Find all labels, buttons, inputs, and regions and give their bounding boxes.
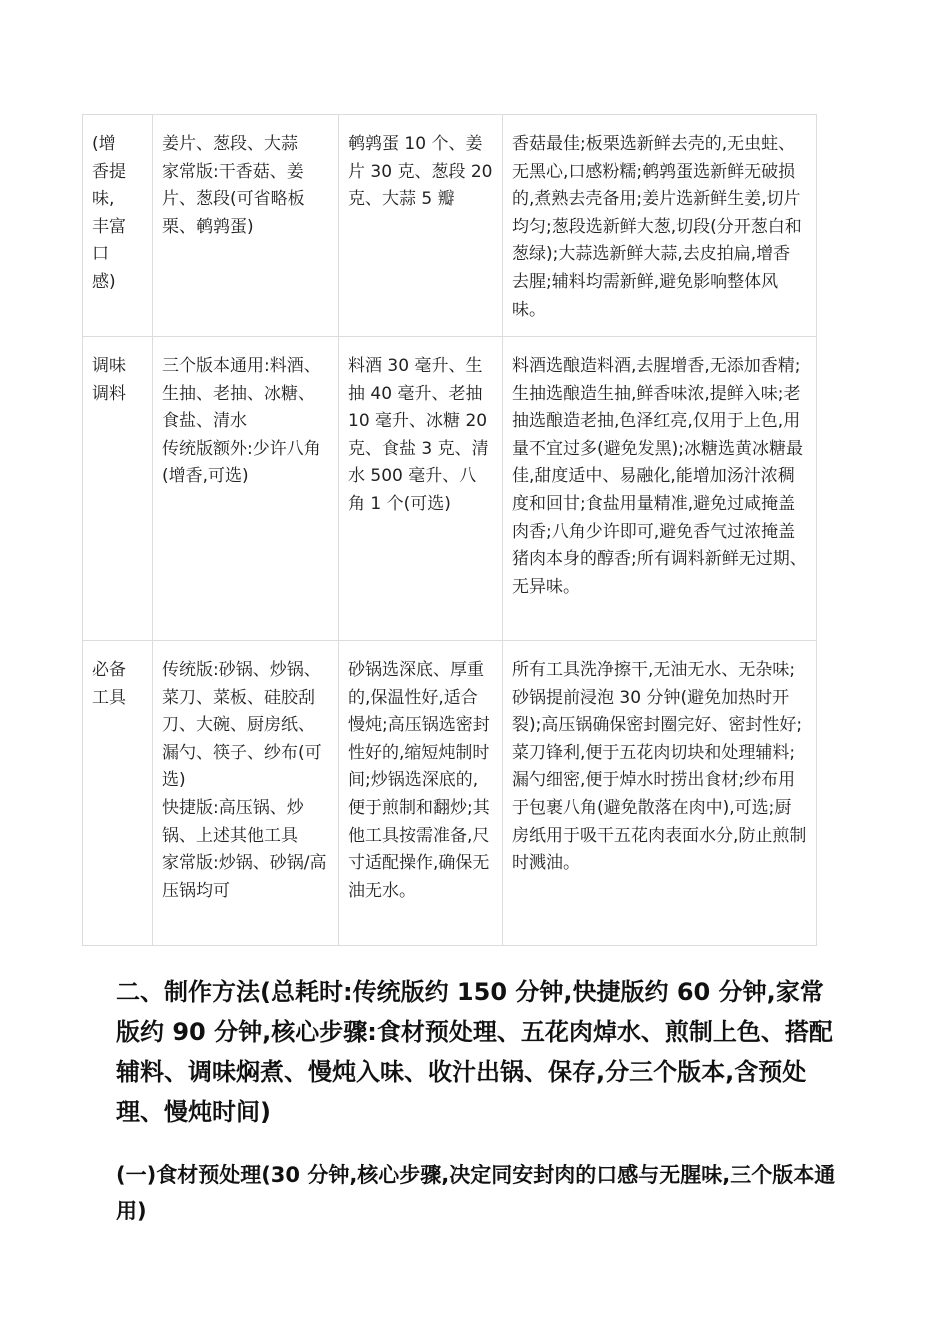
versions-cell — [153, 115, 339, 337]
row-name-line: 必备 — [92, 660, 126, 680]
row-name-line: (增 — [92, 134, 116, 154]
quantity-cell: 砂锅选深底、厚重的,保温性好,适合慢炖;高压锅选密封性好的,缩短炖制时间;炒锅选深底的,便于煎制和翻炒;其他工具按需准备,尺寸适配操作,确保无油无水。 — [339, 641, 503, 946]
row-name-line: 工具 — [92, 687, 126, 708]
subsection-heading: (一)食材预处理(30 分钟,核心步骤,决定同安封肉的口感与无腥味,三个版本通用) — [116, 1163, 836, 1223]
row-name-line: 香提 — [92, 161, 126, 182]
notes-cell: 香菇最佳;板栗选新鲜去壳的,无虫蛀、无黑心,口感粉糯;鹌鹑蛋选新鲜无破损的,煮熟去壳备用;姜片选新鲜生姜,切片均匀;葱段选新鲜大葱,切段(分开葱白和葱绿);大蒜选新鲜大蒜,去皮拍扁,增香去腥;辅料均需新鲜,避免影响整体风味。 — [503, 115, 817, 337]
table-row — [83, 641, 817, 946]
table-row — [83, 337, 817, 641]
version-line: 快捷版:高压锅、炒锅、上述其他工具 — [162, 797, 304, 846]
version-line: 传统版额外:少许八角(增香,可选) — [162, 438, 321, 487]
version-line: 家常版:干香菇、姜片、葱段(可省略板栗、鹌鹑蛋) — [162, 161, 305, 237]
quantity-cell: 鹌鹑蛋 10 个、姜片 30 克、葱段 20 克、大蒜 5 瓣 — [339, 115, 503, 337]
ingredients-table — [82, 114, 817, 946]
row-name-cell — [83, 115, 153, 337]
versions-cell — [153, 641, 339, 946]
version-line: 传统版:砂锅、炒锅、菜刀、菜板、硅胶刮刀、大碗、厨房纸、漏勺、筷子、纱布(可选) — [162, 660, 322, 791]
notes-cell: 料酒选酿造料酒,去腥增香,无添加香精;生抽选酿造生抽,鲜香味浓,提鲜入味;老抽选酿造老抽,色泽红亮,仅用于上色,用量不宜过多(避免发黑);冰糖选黄冰糖最佳,甜度适中、易融化,能增加汤汁浓稠度和回甘;食盐用量精准,避免过咸掩盖肉香;八角少许即可,避免香气过浓掩盖猪肉本身的醇香;所有调料新鲜无过期、无异味。 — [503, 337, 817, 641]
section-heading: 二、制作方法(总耗时:传统版约 150 分钟,快捷版约 60 分钟,家常版约 90 分钟,核心步骤:食材预处理、五花肉焯水、煎制上色、搭配辅料、调味焖煮、慢炖入味、收汁出锅、保存,分三个版本,含预处理、慢炖时间) — [116, 978, 833, 1126]
quantity-cell: 料酒 30 毫升、生抽 40 毫升、老抽 10 毫升、冰糖 20 克、食盐 3 克、清水 500 毫升、八角 1 个(可选) — [339, 337, 503, 641]
row-name-line: 感) — [92, 271, 116, 292]
version-line: 家常版:炒锅、砂锅/高压锅均可 — [162, 853, 327, 901]
row-name-line: 调料 — [92, 383, 126, 404]
versions-cell — [153, 337, 339, 641]
notes-cell: 所有工具洗净擦干,无油无水、无杂味;砂锅提前浸泡 30 分钟(避免加热时开裂);高压锅确保密封圈完好、密封性好;菜刀锋利,便于五花肉切块和处理辅料;漏勺细密,便于焯水时捞出食材;纱布用于包裹八角(避免散落在肉中),可选;厨房纸用于吸干五花肉表面水分,防止煎制时溅油。 — [503, 641, 817, 946]
row-name-cell — [83, 337, 153, 641]
version-line: 三个版本通用:料酒、生抽、老抽、冰糖、食盐、清水 — [162, 356, 321, 432]
row-name-cell — [83, 641, 153, 946]
row-name-line: 调味 — [92, 356, 126, 376]
table-row — [83, 115, 817, 337]
row-name-line: 味, — [92, 189, 115, 210]
version-line: 姜片、葱段、大蒜 — [162, 134, 298, 154]
row-name-line: 丰富 — [92, 216, 126, 237]
row-name-line: 口 — [92, 244, 109, 265]
